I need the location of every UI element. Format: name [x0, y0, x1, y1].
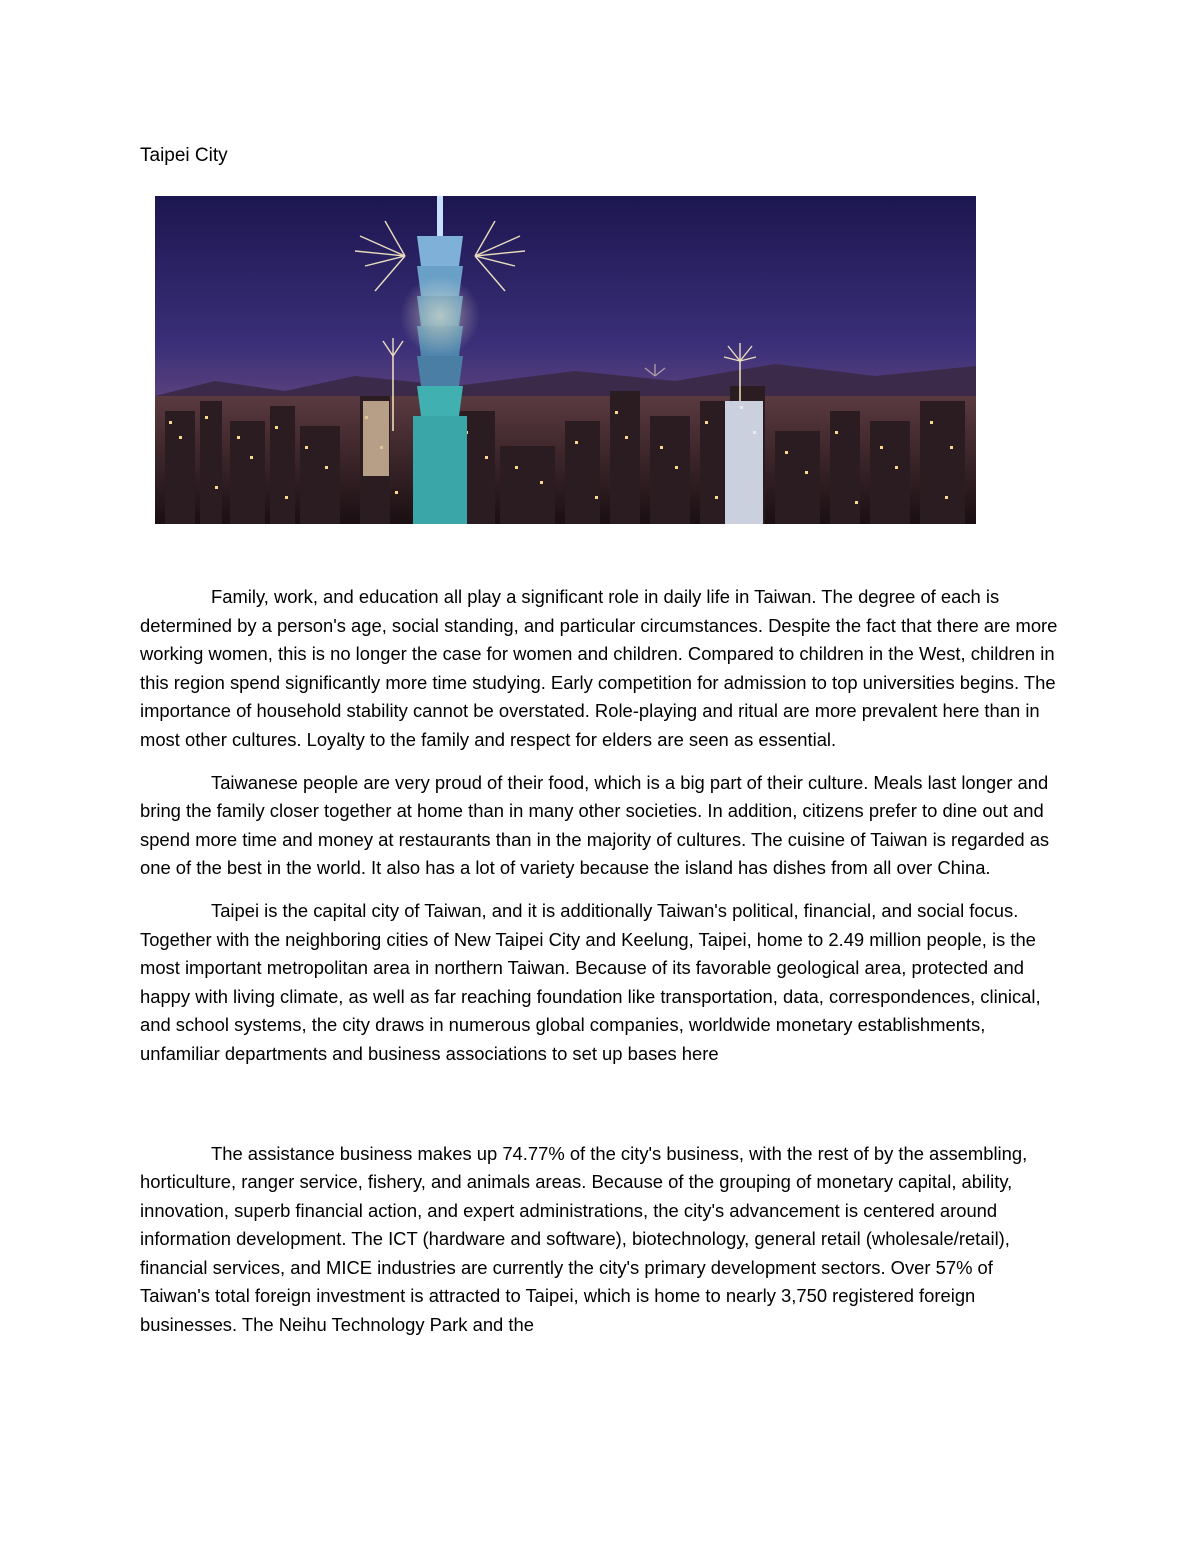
paragraph-food: Taiwanese people are very proud of their food, which is a big part of their culture. Meals last longer and bring the family closer together at home than in many other societies. In addition, citizens prefer to dine out and spend more time and money at restaurants than in the majority of cultures. The cuisine of Taiwan is regarded as one of the best in the world. It also has a lot of variety because the island has dishes from all over China.	[140, 771, 1050, 879]
paragraph-daily-life: Family, work, and education all play a significant role in daily life in Taiwan. The degree of each is determined by a person's age, social standing, and particular circumstances. Despite the fact that there are more working women, this is no longer the case for women and children. Compared to children in the West, children in this region spend significantly more time studying. Early competition for admission to top universities begins. The importance of household stability cannot be overstated. Role-playing and ritual are more prevalent here than in most other cultures. Loyalty to the family and respect for elders are seen as essential.	[140, 586, 1058, 750]
document-body	[140, 583, 1060, 1340]
taipei-skyline-photo	[155, 196, 976, 524]
paragraph-economy: The assistance business makes up 74.77% of the city's business, with the rest of by the assembling, horticulture, ranger service, fishery, and animals areas. Because of the grouping of monetary capital, ability, innovation, superb financial action, and expert administrations, the city's advancement is centered around information development. The ICT (hardware and software), biotechnology, general retail (wholesale/retail), financial services, and MICE industries are currently the city's primary development sectors. Over 57% of Taiwan's total foreign investment is attracted to Taipei, which is home to nearly 3,750 registered foreign businesses. The Neihu Technology Park and the	[140, 1142, 1028, 1336]
document-title: Taipei City	[140, 145, 228, 166]
paragraph-capital: Taipei is the capital city of Taiwan, and it is additionally Taiwan's political, financial, and social focus. Together with the neighboring cities of New Taipei City and Keelung, Taipei, home to 2.49 million people, is the most important metropolitan area in northern Taiwan. Because of its favorable geological area, protected and happy with living climate, as well as far reaching foundation like transportation, data, correspondences, clinical, and school systems, the city draws in numerous global companies, worldwide monetary establishments, unfamiliar departments and business associations to set up bases here	[140, 899, 1041, 1064]
skyline-illustration	[155, 196, 976, 524]
